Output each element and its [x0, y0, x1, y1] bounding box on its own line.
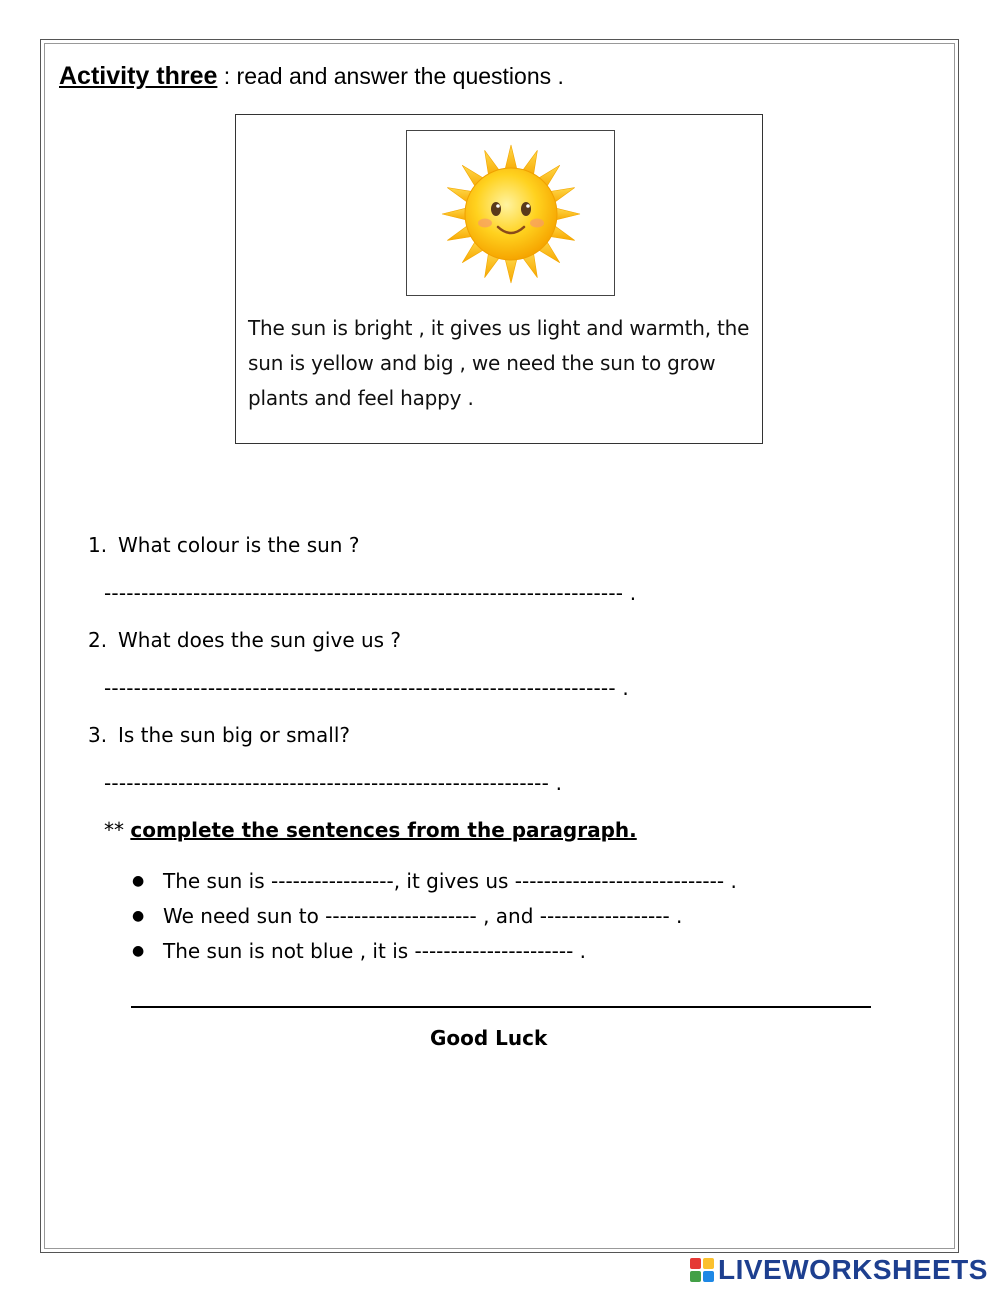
logo-square — [703, 1271, 714, 1282]
logo-square — [690, 1271, 701, 1282]
instruction-prefix: ** — [104, 818, 131, 842]
sun-picture-frame — [406, 130, 615, 296]
answer-line-2[interactable]: --------------------------------------------------------------------- . — [104, 676, 629, 700]
question-text: What colour is the sun ? — [118, 533, 360, 557]
reading-passage-box — [235, 114, 763, 444]
list-item — [132, 866, 737, 901]
question-number: 3. — [88, 723, 108, 747]
answer-line-3[interactable]: ------------------------------------------------------------ . — [104, 771, 563, 795]
brand-logo[interactable] — [690, 1253, 988, 1287]
sentence-text[interactable]: The sun is -----------------, it gives us ----------------------------- . — [163, 869, 737, 893]
answer-line-1[interactable]: ---------------------------------------------------------------------- . — [104, 581, 637, 605]
divider — [131, 1006, 871, 1008]
bullet-icon: ● — [132, 872, 145, 889]
sentence-text[interactable]: The sun is not blue , it is ---------------------- . — [163, 939, 587, 963]
activity-title: Activity three — [59, 62, 218, 90]
bullet-icon: ● — [132, 907, 145, 924]
logo-square — [703, 1258, 714, 1269]
reading-paragraph: The sun is bright , it gives us light and warmth, the sun is yellow and big , we need the sun to grow plants and feel happy . — [248, 316, 750, 410]
completion-sentences — [132, 866, 737, 971]
sentence-text[interactable]: We need sun to --------------------- , and ------------------ . — [163, 904, 683, 928]
question-text: Is the sun big or small? — [118, 723, 350, 747]
list-item — [132, 936, 737, 971]
question-number: 2. — [88, 628, 108, 652]
brand-name: LIVEWORKSHEETS — [718, 1254, 988, 1285]
question-2 — [88, 628, 401, 652]
completion-instruction — [104, 818, 637, 842]
instruction-title: complete the sentences from the paragraph. — [130, 818, 637, 842]
logo-square — [690, 1258, 701, 1269]
question-number: 1. — [88, 533, 108, 557]
question-3 — [88, 723, 350, 747]
activity-instruction: : read and answer the questions . — [217, 63, 564, 89]
list-item — [132, 901, 737, 936]
question-1 — [88, 533, 359, 557]
bullet-icon: ● — [132, 942, 145, 959]
activity-heading — [59, 62, 564, 91]
good-luck-note: Good Luck — [430, 1026, 548, 1050]
liveworksheets-icon — [690, 1258, 714, 1282]
smiling-sun-icon — [440, 143, 582, 285]
question-text: What does the sun give us ? — [118, 628, 402, 652]
